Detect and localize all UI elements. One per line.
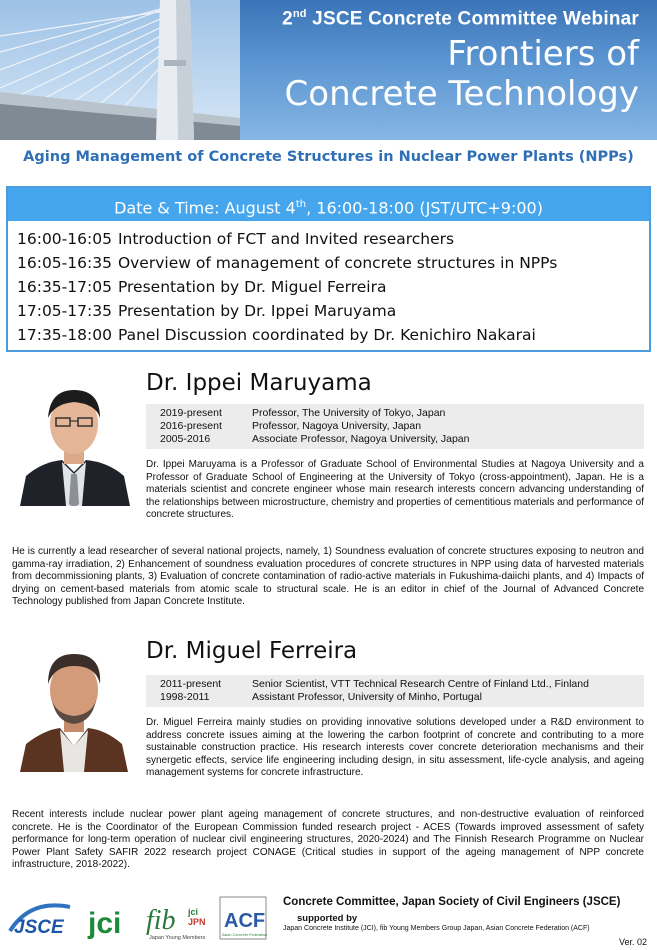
- cv-row: 2016-present Professor, Nagoya University, Japan: [160, 420, 422, 432]
- acf-logo: [220, 897, 267, 939]
- supported-by-label: supported by: [297, 913, 358, 924]
- acf-logo-text: ACF: [224, 910, 266, 932]
- cable-stayed-bridge-photo: [0, 0, 240, 140]
- speaker-name-ferreira: Dr. Miguel Ferreira: [146, 638, 358, 664]
- fib-jpn-text: JPN: [188, 917, 206, 927]
- agenda-row: 17:05-17:35 Presentation by Dr. Ippei Maruyama: [17, 302, 397, 320]
- cv-row: 2005-2016 Associate Professor, Nagoya University, Japan: [160, 433, 470, 445]
- fib-jci-text: jci: [188, 907, 199, 917]
- webinar-heading: 2nd JSCE Concrete Committee Webinar: [282, 8, 639, 30]
- footer-logos: [8, 893, 270, 943]
- cv-maruyama: [146, 404, 644, 449]
- fib-logo-text: fib: [146, 905, 176, 936]
- jci-logo-text: jci: [88, 907, 122, 940]
- header-banner: [0, 0, 657, 140]
- speaker-name-maruyama: Dr. Ippei Maruyama: [146, 370, 372, 396]
- portrait-ferreira: [12, 642, 136, 772]
- version-label: Ver. 02: [618, 937, 647, 947]
- title-line-1: Frontiers of: [447, 34, 639, 75]
- fib-logo: [146, 905, 206, 941]
- agenda-row: 16:35-17:05 Presentation by Dr. Miguel Ferreira: [17, 278, 387, 296]
- jci-logo: [87, 907, 121, 940]
- cv-ferreira: [146, 675, 644, 707]
- webinar-subtitle: Aging Management of Concrete Structures in Nuclear Power Plants (NPPs): [23, 149, 634, 165]
- agenda-row: 16:00-16:05 Introduction of FCT and Invited researchers: [17, 230, 455, 248]
- portrait-maruyama: [12, 376, 136, 506]
- supporters-text: Japan Concrete Institute (JCI), fib Young Members Group Japan, Asian Concrete Federation (ACF): [283, 925, 590, 932]
- bio-full-ferreira: Recent interests include nuclear power plant ageing management of concrete structures, and non-destructive evaluation of reinforced concrete. He is the Coordinator of the European Commission funded research project - ACES (Towards improved assessment of safety performance for long-term operation of nuclear civil engineering structures, 2020-2024) and The Finnish Research Programme on Nuclear Power Plant Safety SAFIR 2022 research project CONAGE (Critical studies in support of the ageing management of NPP concrete infrastructure, 2018-2022).: [12, 809, 644, 871]
- jsce-logo-text: JSCE: [14, 917, 64, 938]
- agenda-list: [8, 221, 649, 347]
- title-line-2: Concrete Technology: [284, 74, 639, 115]
- acf-caption-text: Asian Concrete Federation: [222, 933, 268, 937]
- cv-row: 2019-present Professor, The University of Tokyo, Japan: [160, 407, 446, 419]
- bio-side-maruyama: Dr. Ippei Maruyama is a Professor of Graduate School of Environmental Studies at Nagoya University and a Professor of Graduate School of Engineering at the University of Tokyo (cross-appointment), Japan. He is a materials scientist and concrete engineer whose main research interests concern advancing understanding of the relationships between microstructure, chemistry and properties of cementitious materials and performance of concrete structures.: [146, 459, 644, 521]
- bio-side-ferreira: Dr. Miguel Ferreira mainly studies on providing innovative solutions developed under a R&D environment to address concrete issues aiming at the lowering the carbon footprint of concrete and contributing to a more sustainable construction practice. His research interests cover concrete deterioration mechanisms and their synergetic effects, service life engineering including design, in situ assessment, life-cycle analysis, and ageing management systems for concrete infrastructure.: [146, 717, 644, 779]
- cv-row: 2011-present Senior Scientist, VTT Technical Research Centre of Finland Ltd., Finland: [160, 678, 589, 690]
- cv-row: 1998-2011 Assistant Professor, University of Minho, Portugal: [160, 691, 482, 703]
- fib-caption-text: Japan Young Members: [149, 935, 206, 941]
- organizer-text: Concrete Committee, Japan Society of Civil Engineers (JSCE): [283, 896, 621, 908]
- jsce-logo: [10, 905, 70, 938]
- bio-full-maruyama: He is currently a lead researcher of several national projects, namely, 1) Soundness evaluation of concrete structures exposing to neutron and gamma-ray irradiation, 2) Enhancement of soundness evaluation procedures of concrete structures in NPP using data of harvested materials from decommissioning plants, 3) Evaluation of concrete contamination of radio-active materials in Fukushima-daiichi plants, and 4) Impacts of drying on cement-based materials from atomic scale to structural scale. He is an editor in chief of the Journal of Advanced Concrete Technology published from Japan Concrete Institute.: [12, 546, 644, 608]
- agenda-row: 17:35-18:00 Panel Discussion coordinated by Dr. Kenichiro Nakarai: [17, 326, 536, 344]
- schedule-box: [6, 186, 651, 352]
- agenda-row: 16:05-16:35 Overview of management of concrete structures in NPPs: [17, 254, 558, 272]
- date-time-bar: Date & Time: August 4th, 16:00-18:00 (JST/UTC+9:00): [8, 188, 649, 221]
- footer-organizer-block: [283, 896, 620, 932]
